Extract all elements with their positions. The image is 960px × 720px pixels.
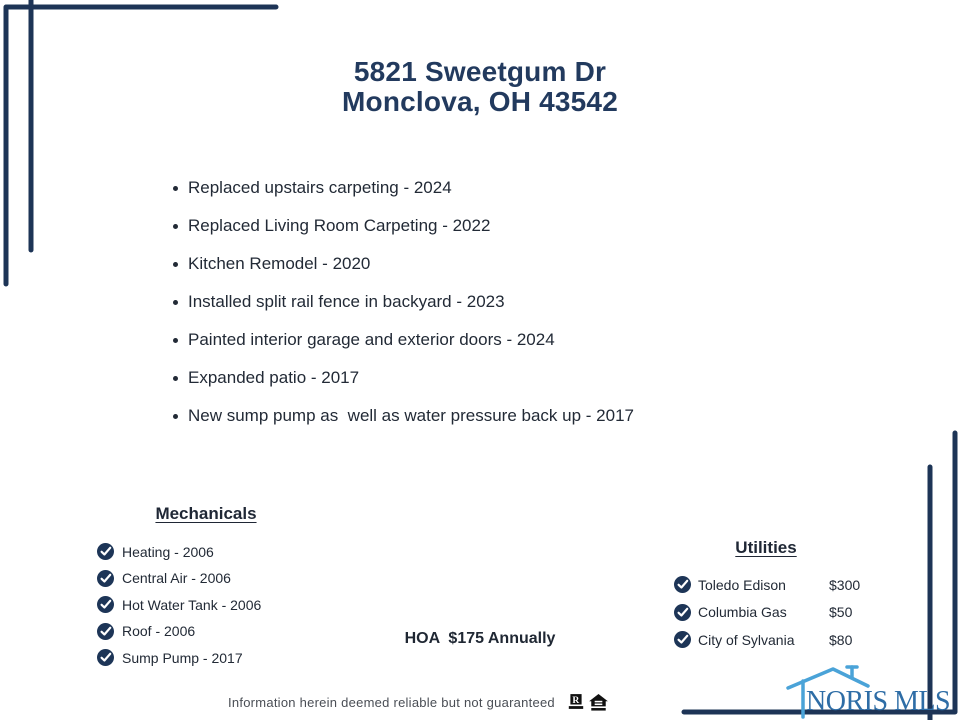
mechanical-label: Heating - 2006 [122, 543, 214, 560]
check-icon [674, 604, 691, 621]
equal-housing-icon [589, 694, 608, 711]
list-item [674, 576, 872, 593]
update-item: New sump pump as well as water pressure back up - 2017 [172, 407, 634, 425]
update-item: Kitchen Remodel - 2020 [172, 255, 634, 273]
improvements-list [172, 179, 634, 445]
utility-amount: $300 [829, 576, 861, 593]
check-icon [674, 576, 691, 593]
hoa-fee-text: HOA $175 Annually [404, 630, 556, 647]
list-item [97, 596, 326, 613]
list-item [97, 649, 326, 666]
update-item: Expanded patio - 2017 [172, 369, 634, 387]
logo-text: NORIS MLS [806, 686, 951, 717]
mechanical-label: Sump Pump - 2017 [122, 649, 243, 666]
mechanical-label: Central Air - 2006 [122, 570, 231, 586]
disclaimer-text: Information herein deemed reliable but not guaranteed [228, 695, 555, 710]
footer [228, 694, 608, 711]
city-state-zip-line: Monclova, OH 43542 [342, 86, 618, 117]
address-line: 5821 Sweetgum Dr [353, 56, 607, 87]
utility-amount: $80 [829, 631, 853, 648]
check-icon [97, 570, 114, 587]
utility-name: City of Sylvania [698, 631, 795, 648]
utility-amount: $50 [829, 604, 853, 620]
check-icon [97, 649, 114, 666]
footer-icons [568, 694, 608, 711]
utilities-heading: Utilities [735, 538, 797, 557]
mechanical-label: Roof - 2006 [122, 623, 196, 639]
noris-mls-logo [786, 652, 958, 720]
list-item [97, 543, 326, 560]
check-icon [97, 543, 114, 560]
update-item: Replaced upstairs carpeting - 2024 [172, 179, 634, 197]
check-icon [97, 596, 114, 613]
utility-name: Toledo Edison [698, 576, 786, 593]
list-item [97, 570, 326, 587]
mechanicals-section [86, 504, 326, 676]
update-item: Painted interior garage and exterior doors - 2024 [172, 331, 634, 349]
list-item [674, 604, 872, 621]
svg-text:R: R [572, 694, 580, 706]
mechanicals-heading: Mechanicals [155, 504, 257, 523]
realtor-icon [568, 694, 584, 711]
utility-name: Columbia Gas [698, 604, 787, 620]
page-title [0, 57, 960, 117]
update-item: Installed split rail fence in backyard - 2023 [172, 293, 634, 311]
mechanical-label: Hot Water Tank - 2006 [122, 596, 262, 613]
update-item: Replaced Living Room Carpeting - 2022 [172, 217, 634, 235]
